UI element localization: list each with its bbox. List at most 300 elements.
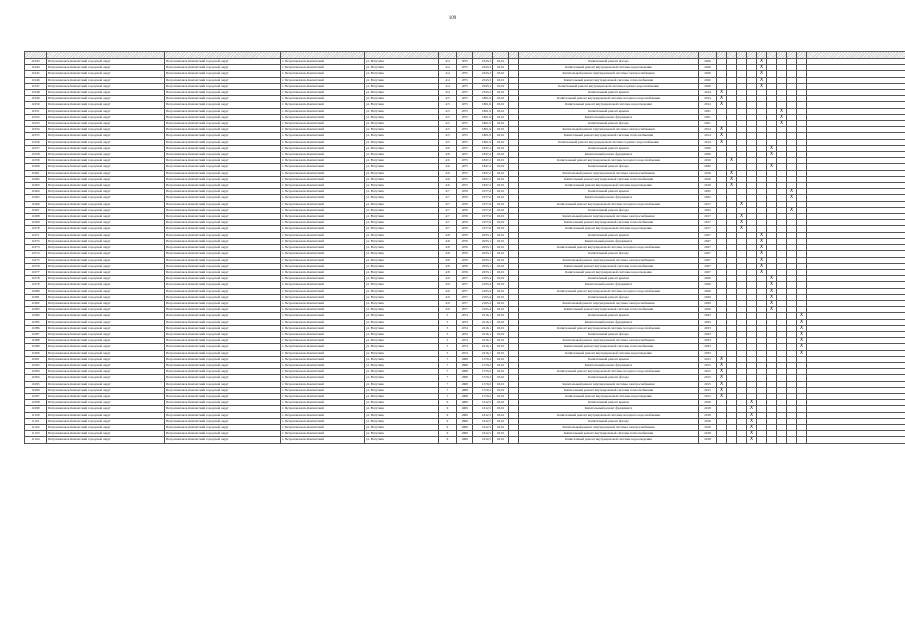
year-built-cell: 1976 — [457, 226, 473, 232]
district-cell: Петропавловск-Камчатский городской округ — [165, 406, 281, 412]
column-header — [777, 52, 787, 59]
municipality-cell: Петропавловск-Камчатский городской округ — [47, 418, 165, 424]
municipality-cell: Петропавловск-Камчатский городской округ — [47, 195, 165, 201]
district-cell: Петропавловск-Камчатский городской округ — [165, 59, 281, 65]
street-cell: ул. Ватутина — [365, 325, 439, 331]
area-cell: 1847,2 — [473, 145, 493, 151]
street-cell: ул. Ватутина — [365, 300, 439, 306]
district-cell: Петропавловск-Камчатский городской округ — [165, 307, 281, 313]
house-number-cell: 4/4 — [439, 59, 457, 65]
row-number-cell: 11091 — [25, 356, 47, 362]
period-mark-cell: X — [747, 406, 757, 412]
year-built-cell: 1975 — [457, 77, 473, 83]
area-cell: 1570,2 — [473, 369, 493, 375]
year-built-cell: 1975 — [457, 164, 473, 170]
column-header — [747, 52, 757, 59]
municipality-cell: Петропавловск-Камчатский городской округ — [47, 381, 165, 387]
municipality-cell: Петропавловск-Камчатский городской округ — [47, 189, 165, 195]
house-number-cell: 9 — [439, 400, 457, 406]
city-cell: г. Петропавловск-Камчатский — [281, 350, 365, 356]
plan-year-cell: 2031 — [699, 114, 717, 120]
house-number-cell: 4/7 — [439, 201, 457, 207]
work-type-cell: Капитальный ремонт внутридомовой системы холодного водоснабжения — [519, 412, 699, 418]
year-built-cell: 1975 — [457, 158, 473, 164]
tariff-cell: 18,01 — [493, 189, 509, 195]
work-type-cell: Капитальный ремонт внутридомовой системы электроснабжения — [519, 381, 699, 387]
column-header — [493, 52, 509, 59]
municipality-cell: Петропавловск-Камчатский городской округ — [47, 356, 165, 362]
plan-year-cell: 2015 — [699, 381, 717, 387]
area-cell: 2033,1 — [473, 251, 493, 257]
work-type-cell: Капитальный ремонт крыши — [519, 276, 699, 282]
district-cell: Петропавловск-Камчатский городской округ — [165, 437, 281, 443]
plan-year-cell: 2031 — [699, 108, 717, 114]
work-type-cell: Капитальный ремонт фасада — [519, 121, 699, 127]
tariff-cell: 18,01 — [493, 133, 509, 139]
city-cell: г. Петропавловск-Камчатский — [281, 356, 365, 362]
year-built-cell: 1977 — [457, 300, 473, 306]
work-type-cell: Капитальный ремонт внутридомовой системы водоотведения — [519, 183, 699, 189]
work-type-cell: Капитальный ремонт внутридомовой системы электроснабжения — [519, 338, 699, 344]
column-header — [797, 52, 807, 59]
house-number-cell: 9 — [439, 431, 457, 437]
street-cell: ул. Ватутина — [365, 102, 439, 108]
area-cell: 2033,1 — [473, 263, 493, 269]
work-type-cell: Капитальный ремонт внутридомовой системы электроснабжения — [519, 214, 699, 220]
street-cell: ул. Ватутина — [365, 424, 439, 430]
house-number-cell: 7 — [439, 387, 457, 393]
city-cell: г. Петропавловск-Камчатский — [281, 102, 365, 108]
municipality-cell: Петропавловск-Камчатский городской округ — [47, 412, 165, 418]
district-cell: Петропавловск-Камчатский городской округ — [165, 96, 281, 102]
city-cell: г. Петропавловск-Камчатский — [281, 152, 365, 158]
street-cell: ул. Ватутина — [365, 164, 439, 170]
period-mark-cell: X — [717, 102, 727, 108]
street-cell: ул. Ватутина — [365, 183, 439, 189]
municipality-cell: Петропавловск-Камчатский городской округ — [47, 158, 165, 164]
municipality-cell: Петропавловск-Камчатский городской округ — [47, 257, 165, 263]
area-cell: 1847,2 — [473, 170, 493, 176]
row-number-cell: 11077 — [25, 269, 47, 275]
row-number-cell: 11045 — [25, 71, 47, 77]
year-built-cell: 1976 — [457, 269, 473, 275]
district-cell: Петропавловск-Камчатский городской округ — [165, 183, 281, 189]
district-cell: Петропавловск-Камчатский городской округ — [165, 195, 281, 201]
street-cell: ул. Ватутина — [365, 195, 439, 201]
year-built-cell: 1974 — [457, 350, 473, 356]
city-cell: г. Петропавловск-Камчатский — [281, 90, 365, 96]
city-cell: г. Петропавловск-Камчатский — [281, 127, 365, 133]
district-cell: Петропавловск-Камчатский городской округ — [165, 65, 281, 71]
district-cell: Петропавловск-Камчатский городской округ — [165, 114, 281, 120]
municipality-cell: Петропавловск-Камчатский городской округ — [47, 245, 165, 251]
row-number-cell: 11050 — [25, 102, 47, 108]
period-mark-cell: X — [717, 375, 727, 381]
work-type-cell: Капитальный ремонт фасада — [519, 207, 699, 213]
plan-year-cell: 2014 — [699, 102, 717, 108]
column-header — [47, 52, 165, 59]
row-number-cell: 11081 — [25, 294, 47, 300]
street-cell: ул. Ватутина — [365, 319, 439, 325]
plan-year-cell: 2033 — [699, 331, 717, 337]
city-cell: г. Петропавловск-Камчатский — [281, 71, 365, 77]
district-cell: Петропавловск-Камчатский городской округ — [165, 170, 281, 176]
period-mark-cell: X — [737, 201, 747, 207]
house-number-cell: 4/7 — [439, 195, 457, 201]
period-mark-cell: X — [777, 108, 787, 114]
year-built-cell: 1977 — [457, 288, 473, 294]
municipality-cell: Петропавловск-Камчатский городской округ — [47, 331, 165, 337]
area-cell: 1612,5 — [473, 412, 493, 418]
row-number-cell: 11093 — [25, 369, 47, 375]
row-number-cell: 11069 — [25, 220, 47, 226]
plan-year-cell: 2033 — [699, 350, 717, 356]
column-header — [439, 52, 457, 59]
plan-year-cell: 2029 — [699, 282, 717, 288]
house-number-cell: 5 — [439, 344, 457, 350]
year-built-cell: 1975 — [457, 102, 473, 108]
plan-year-cell: 2015 — [699, 393, 717, 399]
tariff-cell: 18,01 — [493, 418, 509, 424]
year-built-cell: 1975 — [457, 90, 473, 96]
work-type-cell: Капитальный ремонт фундамента — [519, 362, 699, 368]
tariff-cell: 18,01 — [493, 145, 509, 151]
municipality-cell: Петропавловск-Камчатский городской округ — [47, 238, 165, 244]
work-type-cell: Капитальный ремонт внутридомовой системы теплоснабжения — [519, 307, 699, 313]
column-header — [281, 52, 365, 59]
work-type-cell: Капитальный ремонт внутридомовой системы горячего водоснабжения — [519, 83, 699, 89]
district-cell: Петропавловск-Камчатский городской округ — [165, 164, 281, 170]
area-cell: 2165,4 — [473, 307, 493, 313]
district-cell: Петропавловск-Камчатский городской округ — [165, 356, 281, 362]
plan-year-cell: 2015 — [699, 375, 717, 381]
tariff-cell: 18,01 — [493, 158, 509, 164]
street-cell: ул. Ватутина — [365, 294, 439, 300]
municipality-cell: Петропавловск-Камчатский городской округ — [47, 152, 165, 158]
city-cell: г. Петропавловск-Камчатский — [281, 257, 365, 263]
tariff-cell: 18,01 — [493, 294, 509, 300]
municipality-cell: Петропавловск-Камчатский городской округ — [47, 344, 165, 350]
district-cell: Петропавловск-Камчатский городской округ — [165, 139, 281, 145]
plan-year-cell: 2026 — [699, 65, 717, 71]
city-cell: г. Петропавловск-Камчатский — [281, 294, 365, 300]
city-cell: г. Петропавловск-Камчатский — [281, 77, 365, 83]
municipality-cell: Петропавловск-Камчатский городской округ — [47, 350, 165, 356]
plan-year-cell: 2014 — [699, 96, 717, 102]
period-mark-cell: X — [747, 437, 757, 443]
year-built-cell: 1974 — [457, 325, 473, 331]
period-mark-cell: X — [797, 350, 807, 356]
plan-year-cell: 2027 — [699, 251, 717, 257]
house-number-cell: 5 — [439, 325, 457, 331]
row-number-cell: 11094 — [25, 375, 47, 381]
city-cell: г. Петропавловск-Камчатский — [281, 214, 365, 220]
street-cell: ул. Ватутина — [365, 139, 439, 145]
plan-year-cell: 2018 — [699, 431, 717, 437]
row-number-cell: 11100 — [25, 412, 47, 418]
district-cell: Петропавловск-Камчатский городской округ — [165, 319, 281, 325]
row-number-cell: 11070 — [25, 226, 47, 232]
district-cell: Петропавловск-Камчатский городской округ — [165, 176, 281, 182]
city-cell: г. Петропавловск-Камчатский — [281, 288, 365, 294]
street-cell: ул. Ватутина — [365, 288, 439, 294]
work-type-cell: Капитальный ремонт внутридомовой системы холодного водоснабжения — [519, 245, 699, 251]
district-cell: Петропавловск-Камчатский городской округ — [165, 387, 281, 393]
tariff-cell: 18,01 — [493, 176, 509, 182]
municipality-cell: Петропавловск-Камчатский городской округ — [47, 121, 165, 127]
plan-year-cell: 2033 — [699, 325, 717, 331]
area-cell: 2216,1 — [473, 319, 493, 325]
period-mark-cell: X — [747, 424, 757, 430]
row-number-cell: 11085 — [25, 319, 47, 325]
work-type-cell: Капитальный ремонт фундамента — [519, 406, 699, 412]
year-built-cell: 1975 — [457, 176, 473, 182]
year-built-cell: 1968 — [457, 381, 473, 387]
house-number-cell: 4/9 — [439, 288, 457, 294]
area-cell: 1801,9 — [473, 121, 493, 127]
plan-year-cell: 2032 — [699, 207, 717, 213]
year-built-cell: 1968 — [457, 393, 473, 399]
plan-year-cell: 2027 — [699, 269, 717, 275]
area-cell: 1801,9 — [473, 114, 493, 120]
tariff-cell: 18,01 — [493, 263, 509, 269]
house-number-cell: 4/4 — [439, 83, 457, 89]
street-cell: ул. Ватутина — [365, 83, 439, 89]
municipality-cell: Петропавловск-Камчатский городской округ — [47, 183, 165, 189]
year-built-cell: 1975 — [457, 59, 473, 65]
city-cell: г. Петропавловск-Камчатский — [281, 183, 365, 189]
year-built-cell: 1975 — [457, 65, 473, 71]
house-number-cell: 4/6 — [439, 176, 457, 182]
plan-year-cell: 2018 — [699, 400, 717, 406]
district-cell: Петропавловск-Камчатский городской округ — [165, 226, 281, 232]
tariff-cell: 18,01 — [493, 269, 509, 275]
house-number-cell: 4/8 — [439, 238, 457, 244]
plan-year-cell: 2015 — [699, 356, 717, 362]
district-cell: Петропавловск-Камчатский городской округ — [165, 102, 281, 108]
plan-year-cell: 2018 — [699, 424, 717, 430]
tariff-cell: 18,01 — [493, 288, 509, 294]
city-cell: г. Петропавловск-Камчатский — [281, 276, 365, 282]
plan-year-cell: 2016 — [699, 170, 717, 176]
district-cell: Петропавловск-Камчатский городской округ — [165, 121, 281, 127]
period-mark-cell: X — [747, 400, 757, 406]
house-number-cell: 4/5 — [439, 102, 457, 108]
row-number-cell: 11066 — [25, 201, 47, 207]
district-cell: Петропавловск-Камчатский городской округ — [165, 214, 281, 220]
city-cell: г. Петропавловск-Камчатский — [281, 400, 365, 406]
column-header — [787, 52, 797, 59]
row-number-cell: 11059 — [25, 158, 47, 164]
house-number-cell: 4/8 — [439, 251, 457, 257]
city-cell: г. Петропавловск-Камчатский — [281, 375, 365, 381]
row-number-cell: 11102 — [25, 424, 47, 430]
street-cell: ул. Ватутина — [365, 431, 439, 437]
area-cell: 1612,5 — [473, 400, 493, 406]
municipality-cell: Петропавловск-Камчатский городской округ — [47, 127, 165, 133]
district-cell: Петропавловск-Камчатский городской округ — [165, 393, 281, 399]
district-cell: Петропавловск-Камчатский городской округ — [165, 400, 281, 406]
row-number-cell: 11065 — [25, 195, 47, 201]
tariff-cell: 18,01 — [493, 164, 509, 170]
city-cell: г. Петропавловск-Камчатский — [281, 406, 365, 412]
row-number-cell: 11078 — [25, 276, 47, 282]
house-number-cell: 9 — [439, 424, 457, 430]
work-type-cell: Капитальный ремонт внутридомовой системы электроснабжения — [519, 127, 699, 133]
tariff-cell: 18,01 — [493, 108, 509, 114]
municipality-cell: Петропавловск-Камчатский городской округ — [47, 437, 165, 443]
year-built-cell: 1975 — [457, 108, 473, 114]
period-mark-cell: X — [727, 158, 737, 164]
year-built-cell: 1976 — [457, 214, 473, 220]
street-cell: ул. Ватутина — [365, 362, 439, 368]
house-number-cell: 4/6 — [439, 183, 457, 189]
street-cell: ул. Ватутина — [365, 412, 439, 418]
row-number-cell: 11099 — [25, 406, 47, 412]
district-cell: Петропавловск-Камчатский городской округ — [165, 189, 281, 195]
tariff-cell: 18,01 — [493, 238, 509, 244]
city-cell: г. Петропавловск-Камчатский — [281, 338, 365, 344]
house-number-cell: 4/6 — [439, 164, 457, 170]
street-cell: ул. Ватутина — [365, 226, 439, 232]
plan-year-cell: 2015 — [699, 362, 717, 368]
municipality-cell: Петропавловск-Камчатский городской округ — [47, 282, 165, 288]
municipality-cell: Петропавловск-Камчатский городской округ — [47, 96, 165, 102]
area-cell: 2165,4 — [473, 282, 493, 288]
row-number-cell: 11073 — [25, 245, 47, 251]
house-number-cell: 4/5 — [439, 96, 457, 102]
column-header — [767, 52, 777, 59]
city-cell: г. Петропавловск-Камчатский — [281, 381, 365, 387]
city-cell: г. Петропавловск-Камчатский — [281, 437, 365, 443]
municipality-cell: Петропавловск-Камчатский городской округ — [47, 207, 165, 213]
street-cell: ул. Ватутина — [365, 418, 439, 424]
work-type-cell: Капитальный ремонт внутридомовой системы электроснабжения — [519, 170, 699, 176]
period-mark-cell: X — [797, 338, 807, 344]
house-number-cell: 7 — [439, 369, 457, 375]
work-type-cell: Капитальный ремонт крыши — [519, 189, 699, 195]
work-type-cell: Капитальный ремонт фундамента — [519, 238, 699, 244]
tariff-cell: 18,01 — [493, 412, 509, 418]
city-cell: г. Петропавловск-Камчатский — [281, 65, 365, 71]
house-number-cell: 4/6 — [439, 145, 457, 151]
row-number-cell: 11096 — [25, 387, 47, 393]
area-cell: 2216,1 — [473, 338, 493, 344]
work-type-cell: Капитальный ремонт фасада — [519, 294, 699, 300]
period-mark-cell: X — [757, 77, 767, 83]
city-cell: г. Петропавловск-Камчатский — [281, 325, 365, 331]
city-cell: г. Петропавловск-Камчатский — [281, 164, 365, 170]
tariff-cell: 18,01 — [493, 226, 509, 232]
row-number-cell: 11068 — [25, 214, 47, 220]
tariff-cell: 18,01 — [493, 393, 509, 399]
house-number-cell: 4/6 — [439, 158, 457, 164]
column-header — [509, 52, 519, 59]
plan-year-cell: 2033 — [699, 313, 717, 319]
work-type-cell: Капитальный ремонт внутридомовой системы холодного водоснабжения — [519, 201, 699, 207]
tariff-cell: 18,01 — [493, 319, 509, 325]
house-number-cell: 4/9 — [439, 300, 457, 306]
row-number-cell: 11090 — [25, 350, 47, 356]
empty-cell — [807, 437, 905, 443]
tariff-cell: 18,01 — [493, 257, 509, 263]
area-cell: 2343,3 — [473, 59, 493, 65]
district-cell: Петропавловск-Камчатский городской округ — [165, 251, 281, 257]
work-type-cell: Капитальный ремонт крыши — [519, 356, 699, 362]
plan-year-cell: 2031 — [699, 121, 717, 127]
period-mark-cell: X — [797, 331, 807, 337]
tariff-cell: 18,01 — [493, 325, 509, 331]
house-number-cell: 4/4 — [439, 71, 457, 77]
street-cell: ул. Ватутина — [365, 387, 439, 393]
municipality-cell: Петропавловск-Камчатский городской округ — [47, 294, 165, 300]
city-cell: г. Петропавловск-Камчатский — [281, 387, 365, 393]
municipality-cell: Петропавловск-Камчатский городской округ — [47, 83, 165, 89]
city-cell: г. Петропавловск-Камчатский — [281, 245, 365, 251]
district-cell: Петропавловск-Камчатский городской округ — [165, 288, 281, 294]
district-cell: Петропавловск-Камчатский городской округ — [165, 431, 281, 437]
city-cell: г. Петропавловск-Камчатский — [281, 418, 365, 424]
district-cell: Петропавловск-Камчатский городской округ — [165, 338, 281, 344]
period-mark-cell — [787, 437, 797, 443]
year-built-cell: 1976 — [457, 238, 473, 244]
district-cell: Петропавловск-Камчатский городской округ — [165, 263, 281, 269]
city-cell: г. Петропавловск-Камчатский — [281, 369, 365, 375]
column-header — [165, 52, 281, 59]
column-header — [699, 52, 717, 59]
plan-year-cell: 2029 — [699, 288, 717, 294]
municipality-cell: Петропавловск-Камчатский городской округ — [47, 59, 165, 65]
work-type-cell: Капитальный ремонт крыши — [519, 145, 699, 151]
column-header — [365, 52, 439, 59]
municipality-cell: Петропавловск-Камчатский городской округ — [47, 201, 165, 207]
district-cell: Петропавловск-Камчатский городской округ — [165, 220, 281, 226]
tariff-cell: 18,01 — [493, 338, 509, 344]
tariff-cell: 18,01 — [493, 437, 509, 443]
street-cell: ул. Ватутина — [365, 114, 439, 120]
column-header — [457, 52, 473, 59]
year-built-cell: 1974 — [457, 338, 473, 344]
plan-year-cell: 2017 — [699, 226, 717, 232]
period-mark-cell: X — [727, 183, 737, 189]
area-cell: 1801,9 — [473, 139, 493, 145]
area-cell: 1847,2 — [473, 164, 493, 170]
plan-year-cell: 2029 — [699, 294, 717, 300]
tariff-cell: 18,01 — [493, 356, 509, 362]
municipality-cell: Петропавловск-Камчатский городской округ — [47, 313, 165, 319]
street-cell: ул. Ватутина — [365, 313, 439, 319]
year-built-cell: 1977 — [457, 276, 473, 282]
work-type-cell: Капитальный ремонт внутридомовой системы холодного водоснабжения — [519, 288, 699, 294]
year-built-cell: 1975 — [457, 133, 473, 139]
city-cell: г. Петропавловск-Камчатский — [281, 232, 365, 238]
year-built-cell: 1968 — [457, 387, 473, 393]
tariff-cell: 18,01 — [493, 170, 509, 176]
tariff-cell: 18,01 — [493, 313, 509, 319]
house-number-cell: 4/9 — [439, 294, 457, 300]
city-cell: г. Петропавловск-Камчатский — [281, 121, 365, 127]
house-number-cell: 7 — [439, 381, 457, 387]
period-mark-cell: X — [757, 245, 767, 251]
city-cell: г. Петропавловск-Камчатский — [281, 108, 365, 114]
area-cell: 1847,2 — [473, 176, 493, 182]
year-built-cell: 1975 — [457, 139, 473, 145]
house-number-cell: 4/8 — [439, 257, 457, 263]
district-cell: Петропавловск-Камчатский городской округ — [165, 418, 281, 424]
row-number-cell: 11075 — [25, 257, 47, 263]
district-cell: Петропавловск-Камчатский городской округ — [165, 238, 281, 244]
district-cell: Петропавловск-Камчатский городской округ — [165, 424, 281, 430]
